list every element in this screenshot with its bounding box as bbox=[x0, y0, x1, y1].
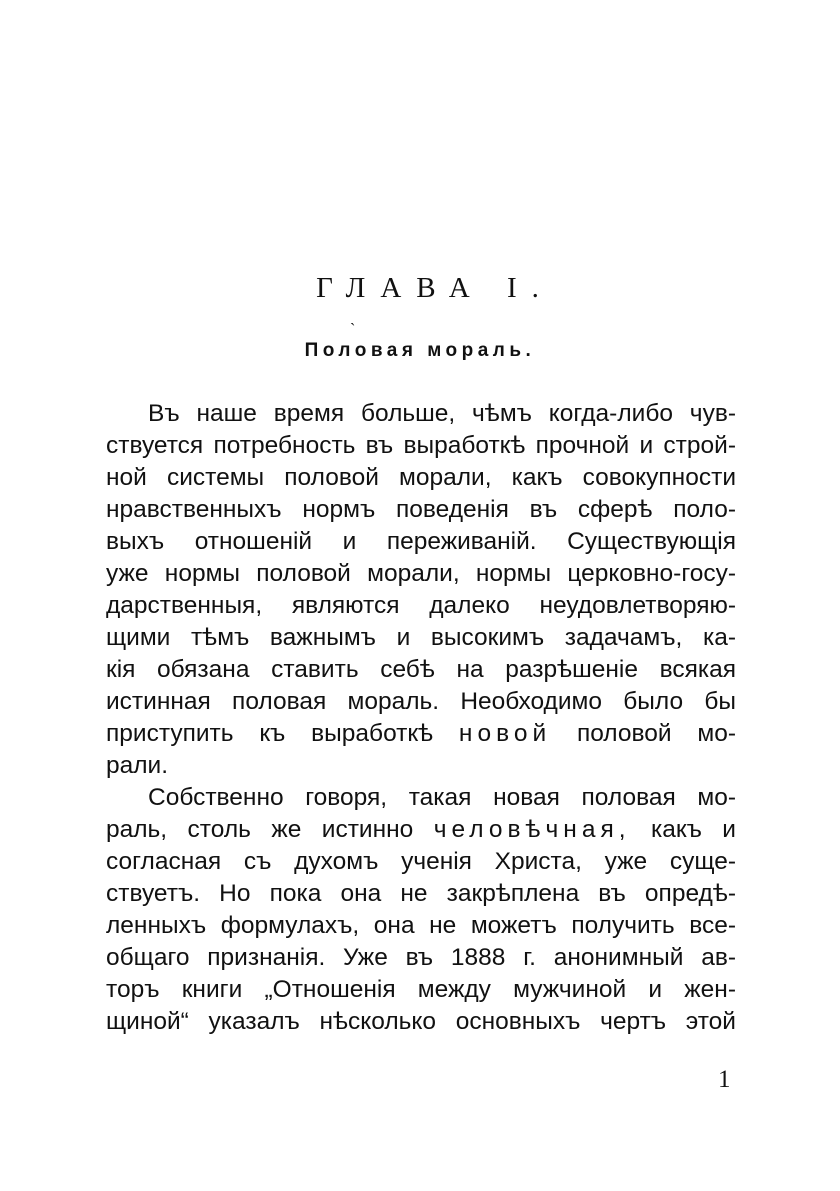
text-line: дарственныя, являются далеко неудовлетворяю- bbox=[106, 592, 736, 619]
text-line: торъ книги „Отношенія между мужчиной и жен- bbox=[106, 976, 736, 1003]
text-line: ствуется потребность въ выработкѣ прочной и строй- bbox=[106, 432, 736, 459]
text-line: ствуетъ. Но пока она не закрѣплена въ опредѣ- bbox=[106, 880, 736, 907]
text-line: ной системы половой морали, какъ совокупности bbox=[106, 464, 736, 491]
text-line: рали. bbox=[106, 752, 169, 779]
stray-mark: ˎ bbox=[350, 307, 356, 326]
text-line: выхъ отношеній и переживаній. Существующія bbox=[106, 528, 736, 555]
text-line bbox=[106, 814, 736, 846]
text-fragment: раль, столь же истинно bbox=[106, 816, 414, 843]
page-number: 1 bbox=[718, 1066, 731, 1093]
text-line: Собственно говоря, такая новая половая мо- bbox=[148, 784, 736, 811]
text-line: кія обязана ставить себѣ на разрѣшеніе всякая bbox=[106, 656, 736, 683]
chapter-heading: ГЛАВА I. bbox=[316, 272, 554, 304]
text-line: согласная съ духомъ ученія Христа, уже суще- bbox=[106, 848, 736, 875]
emphasis-word: новой bbox=[458, 720, 552, 747]
text-fragment: какъ и bbox=[650, 816, 736, 843]
text-fragment: половой мо- bbox=[576, 720, 736, 747]
text-line: уже нормы половой морали, нормы церковно-госу- bbox=[106, 560, 736, 587]
text-line: Въ наше время больше, чѣмъ когда-либо чув- bbox=[148, 400, 736, 427]
text-line: нравственныхъ нормъ поведенія въ сферѣ поло- bbox=[106, 496, 736, 523]
text-line: щими тѣмъ важнымъ и высокимъ задачамъ, ка- bbox=[106, 624, 736, 651]
text-line: истинная половая мораль. Необходимо было бы bbox=[106, 688, 736, 715]
body-text bbox=[106, 398, 736, 1038]
text-line bbox=[106, 718, 736, 750]
emphasis-word: человѣчная, bbox=[433, 816, 631, 843]
text-line: общаго признанія. Уже въ 1888 г. анонимный ав- bbox=[106, 944, 736, 971]
text-fragment: приступить къ выработкѣ bbox=[106, 720, 434, 747]
text-line: ленныхъ формулахъ, она не можетъ получить все- bbox=[106, 912, 736, 939]
chapter-subtitle: Половая мораль. bbox=[304, 340, 536, 361]
text-line: щиной“ указалъ нѣсколько основныхъ чертъ этой bbox=[106, 1008, 736, 1035]
